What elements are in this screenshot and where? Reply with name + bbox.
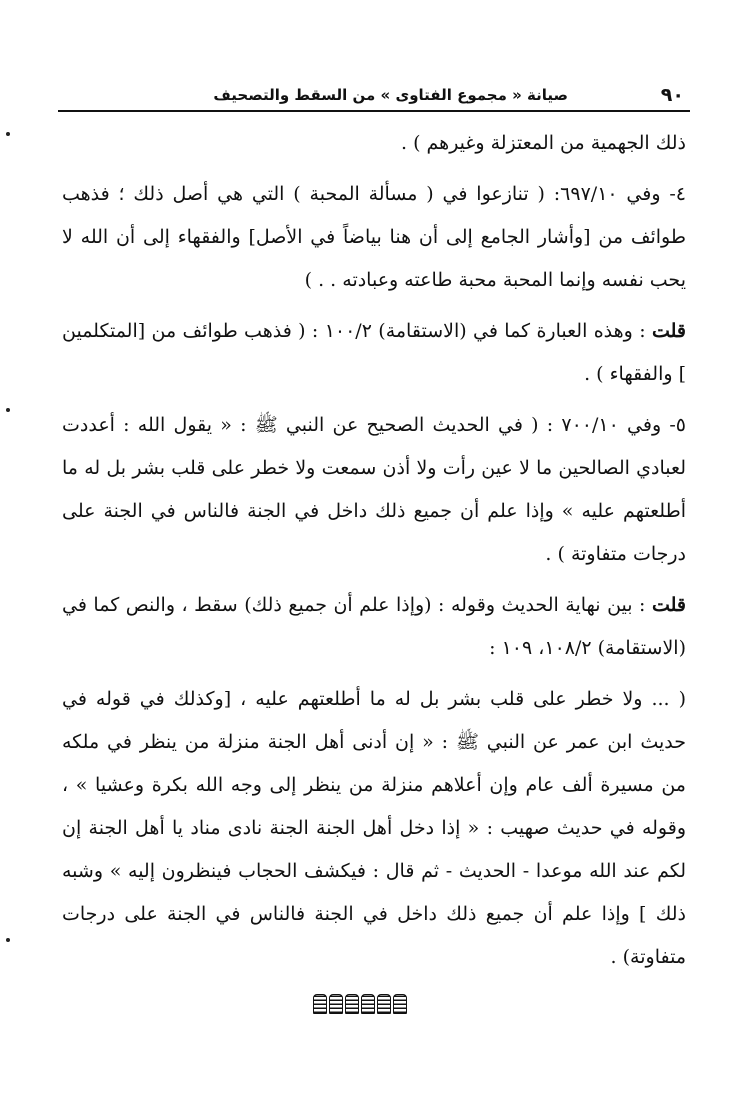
ornament-cell bbox=[393, 994, 407, 1014]
paragraph-3 bbox=[62, 310, 686, 396]
running-title: صيانة « مجموع الفتاوى » من السقط والتصحيف bbox=[213, 86, 568, 104]
paragraph-5 bbox=[62, 584, 686, 670]
ornament-cell bbox=[329, 994, 343, 1014]
ornament-cell bbox=[361, 994, 375, 1014]
ornament-cell bbox=[345, 994, 359, 1014]
ornament-cell bbox=[377, 994, 391, 1014]
scan-mark bbox=[6, 938, 10, 942]
paragraph-3-text: : وهذه العبارة كما في (الاستقامة) ١٠٠/٢ : ( فذهب طوائف من [المتكلمين ] والفقهاء ) . bbox=[62, 320, 686, 385]
qultu-lead-2: قلت bbox=[651, 594, 686, 616]
header-rule bbox=[58, 110, 690, 112]
paragraph-5-text: : بين نهاية الحديث وقوله : (وإذا علم أن جميع ذلك) سقط ، والنص كما في (الاستقامة) ١٠٨/٢، ١٠٩ : bbox=[62, 594, 686, 659]
end-ornament bbox=[310, 994, 410, 1016]
scan-mark bbox=[6, 408, 10, 412]
ornament-cell bbox=[313, 994, 327, 1014]
paragraph-1: ذلك الجهمية من المعتزلة وغيرهم ) . bbox=[401, 132, 686, 154]
paragraph-4: ٥- وفي ٧٠٠/١٠ : ( في الحديث الصحيح عن النبي ﷺ : « يقول الله : أعددت لعبادي الصالحين ما لا عين رأت ولا أذن سمعت ولا خطر على قلب بشر بل له ما أطلعتهم عليه » وإذا علم أن جميع ذلك داخل في الجنة فالناس في الجنة على درجات متفاوتة ) . bbox=[62, 414, 686, 565]
page-header bbox=[58, 84, 688, 110]
page-body bbox=[62, 122, 686, 979]
qultu-lead-1: قلت bbox=[651, 320, 686, 342]
paragraph-2: ٤- وفي ٦٩٧/١٠: ( تنازعوا في ( مسألة المحبة ) التي هي أصل ذلك ؛ فذهب طوائف من [وأشار الجامع إلى أن هنا بياضاً في الأصل] والفقهاء إلى أن الله لا يحب نفسه وإنما المحبة محبة طاعته وعبادته . . ) bbox=[62, 183, 686, 291]
paragraph-6: ( ... ولا خطر على قلب بشر بل له ما أطلعتهم عليه ، [وكذلك في قوله في حديث ابن عمر عن النبي ﷺ : « إن أدنى أهل الجنة منزلة من ينظر في ملكه من مسيرة ألف عام وإن أعلاهم منزلة من ينظر إلى وجه الله بكرة وعشيا » ، وقوله في حديث صهيب : « إذا دخل أهل الجنة الجنة نادى مناد يا أهل الجنة إن لكم عند الله موعدا - الحديث - ثم قال : فيكشف الحجاب فينظرون إليه » وشبه ذلك ] وإذا علم أن جميع ذلك داخل في الجنة فالناس في الجنة على درجات متفاوتة) . bbox=[62, 688, 686, 968]
page-number: ٩٠ bbox=[660, 84, 684, 106]
scan-mark bbox=[6, 132, 10, 136]
